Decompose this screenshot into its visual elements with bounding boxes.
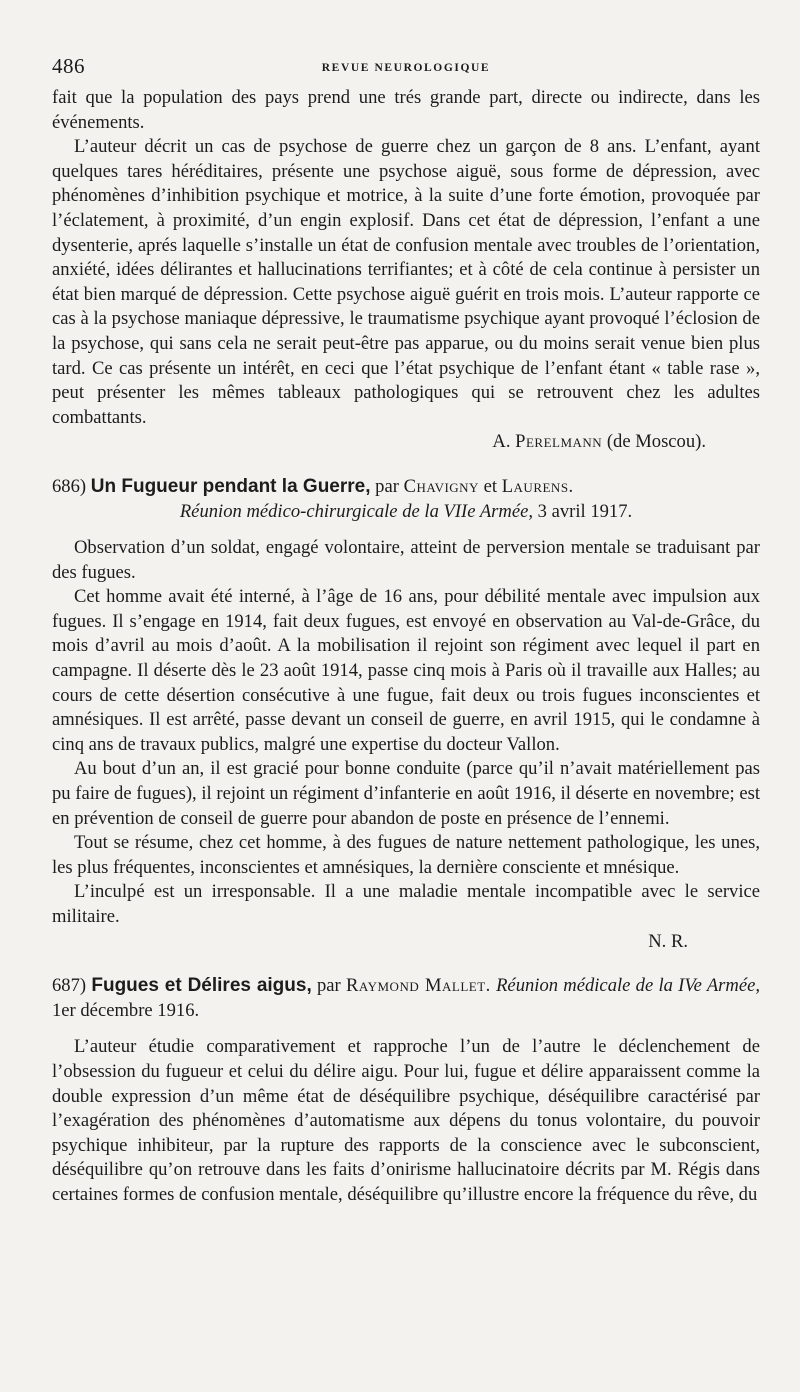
page-number: 486 [52, 54, 85, 78]
author-signature [52, 430, 760, 455]
entry-author: Raymond Mallet. [346, 975, 491, 997]
entry-686-paragraph: Observation d’un soldat, engagé volontaire, atteint de perversion mentale se traduisant par des fugues. [52, 537, 760, 583]
entry-date: 3 avril 1917. [537, 500, 633, 522]
intro-continuation: fait que la population des pays prend une trés grande part, directe ou indirecte, dans les événements. [52, 87, 760, 133]
entry-687-paragraph: L’auteur étudie comparativement et rapproche l’un de l’autre le déclenchement de l’obsession du fugueur et celui du délire aigu. Pour lui, fugue et délire apparaissent comme la double expression d’un même état de déséquilibre psychique, déséquilibre caractérisé par l’exagération des phénomènes d’automatisme aux dépens du tonus volontaire, du pouvoir psychique inhibiteur, par la rupture des rapports de la conscience avec le subconscient, déséquilibre qu’on retrouve dans les faits d’onirisme hallucinatoire décrits par M. Régis dans certaines formes de confusion mentale, déséquilibre qu’illustre encore la fréquence du rêve, du [52, 1036, 760, 1205]
entry-venue: Réunion médicale de la IVe Armée, [496, 975, 760, 997]
signature-place: (de Moscou). [606, 431, 706, 453]
entry-number: 687) [52, 975, 87, 997]
page-header [52, 50, 760, 82]
entry-title: Fugues et Délires aigus, [91, 975, 312, 997]
entry-686-signoff [52, 930, 760, 955]
signature-initial: A. [492, 431, 511, 453]
entry-number: 686) [52, 475, 87, 497]
entry-title: Un Fugueur pendant la Guerre, [90, 475, 371, 497]
entry-686-paragraph: L’inculpé est un irresponsable. Il a une maladie mentale incompatible avec le service militaire. [52, 881, 760, 927]
running-head: REVUE NEUROLOGIQUE [321, 62, 491, 74]
entry-by: par [317, 975, 341, 997]
signature-name: Perelmann [515, 431, 603, 453]
entry-and: et [483, 475, 498, 497]
entry-date: 1er décembre 1916. [52, 999, 200, 1021]
entry-venue: Réunion médico-chirurgicale de la VIIe Armée, [179, 500, 533, 522]
entry-author: Chavigny [403, 475, 479, 497]
entry-author: Laurens. [501, 475, 574, 497]
entry-686-paragraph: Tout se résume, chez cet homme, à des fugues de nature nettement pathologique, les unes, les plus fréquentes, inconscientes et amnésiques, la dernière consciente et mnésique. [52, 832, 760, 878]
page-body [52, 86, 760, 1208]
entry-686-paragraph: Au bout d’un an, il est gracié pour bonne conduite (parce qu’il n’avait matériellement pas pu faire de fugues), il rejoint un régiment d’infanterie en août 1916, il déserte en novembre; est en prévention de conseil de guerre pour abandon de poste en présence de l’ennemi. [52, 758, 760, 829]
entry-by: par [375, 475, 399, 497]
reviewer-initials: N. R. [648, 930, 688, 952]
entry-686-venue [52, 500, 760, 525]
entry-686-paragraph: Cet homme avait été interné, à l’âge de 16 ans, pour débilité mentale avec impulsion aux fugues. Il s’engage en 1914, fait deux fugues, est envoyé en observation au Val-de-Grâce, du mois d’avril au mois d’août. A la mobilisation il rejoint son régiment avec lequel il part en campagne. Il déserte dès le 23 août 1914, passe cinq mois à Paris où il travaille aux Halles; au cours de cette désertion consécutive à une fugue, fait deux ou trois fugues inconscientes et amnésiques. Il est arrêté, passe devant un conseil de guerre, en avril 1915, qui le condamne à cinq ans de travaux publics, malgré une expertise du docteur Vallon. [52, 586, 760, 755]
entry-686-heading [52, 475, 760, 500]
entry-687-heading [52, 974, 760, 1023]
intro-paragraph: L’auteur décrit un cas de psychose de guerre chez un garçon de 8 ans. L’enfant, ayant quelques tares héréditaires, présente une psychose aiguë, sous forme de dépression, avec phénomènes d’inhibition psychique et motrice, à la suite d’une forte émotion, provoquée par l’éclatement, à proximité, d’un engin explosif. Dans cet état de dépression, l’enfant a une dysenterie, aprés laquelle s’installe un état de confusion mentale avec troubles de l’orientation, anxiété, idées délirantes et hallucinations terrifiantes; et à côté de cela continue à persister un état bien marqué de dépression. Cette psychose aiguë guérit en trois mois. L’auteur rapporte ce cas à la psychose maniaque dépressive, le traumatisme psychique ayant provoqué l’éclosion de la psychose, qui sans cela ne serait peut-être pas apparue, ou du moins serait venue bien plus tard. Ce cas présente un intérêt, en ceci que l’état psychique de l’enfant étant « table rase », peut présenter les mêmes tableaux pathologiques qui se retrouvent chez les adultes combattants. [52, 136, 760, 428]
